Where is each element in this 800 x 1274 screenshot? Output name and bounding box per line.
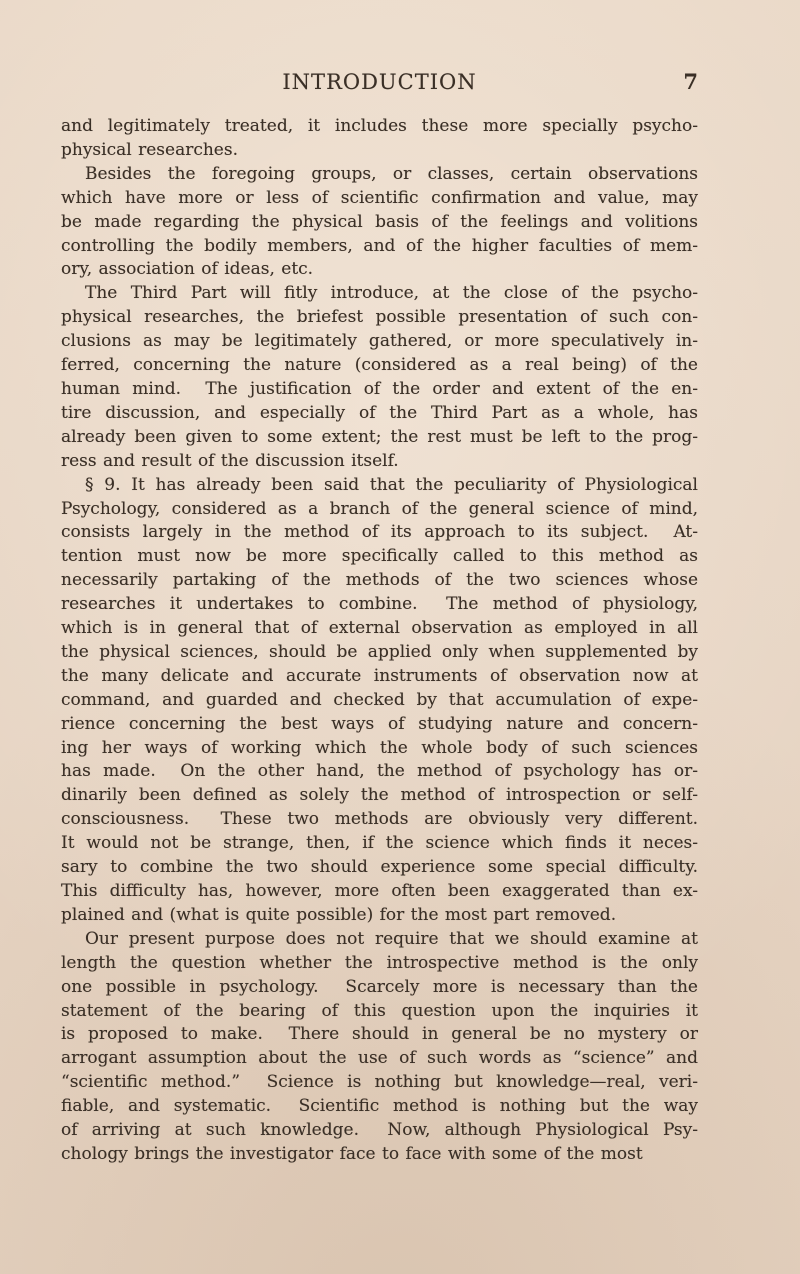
text-line: tention must now be more specifically called to this method as bbox=[61, 546, 698, 567]
text-line: consists largely in the method of its approach to its subject. At- bbox=[61, 522, 698, 543]
text-line: is proposed to make. There should in general be no mystery or bbox=[61, 1024, 698, 1045]
text-line: rience concerning the best ways of studying nature and concern- bbox=[61, 713, 698, 734]
text-line: be made regarding the physical basis of the feelings and volitions bbox=[61, 211, 698, 232]
text-line: and legitimately treated, it includes these more specially psycho- bbox=[61, 116, 698, 136]
text-line: the physical sciences, should be applied only when supplemented by bbox=[61, 641, 698, 662]
text-line: already been given to some extent; the rest must be left to the prog- bbox=[61, 426, 698, 447]
body-text bbox=[61, 115, 698, 1167]
text-line: Our present purpose does not require that we should examine at bbox=[85, 928, 698, 949]
text-line: This difficulty has, however, more often been exaggerated than ex- bbox=[61, 881, 698, 901]
text-line: which have more or less of scientific confirmation and value, may bbox=[61, 187, 698, 208]
page-header bbox=[61, 69, 698, 95]
text-line: chology brings the investigator face to face with some of the most bbox=[61, 1143, 643, 1164]
text-line: The Third Part will fitly introduce, at the close of the psycho- bbox=[85, 283, 698, 304]
text-line: sary to combine the two should experience some special difficulty. bbox=[61, 857, 698, 878]
text-line: ress and result of the discussion itself. bbox=[61, 450, 399, 471]
text-line: consciousness. These two methods are obviously very different. bbox=[61, 809, 698, 830]
text-line: physical researches, the briefest possible presentation of such con- bbox=[61, 307, 698, 328]
text-line: researches it undertakes to combine. The method of physiology, bbox=[61, 594, 698, 615]
text-line: § 9. It has already been said that the peculiarity of Physiological bbox=[85, 474, 698, 495]
text-line: Besides the foregoing groups, or classes, certain observations bbox=[85, 163, 698, 184]
text-line: tire discussion, and especially of the Third Part as a whole, has bbox=[61, 402, 698, 423]
text-line: clusions as may be legitimately gathered, or more speculatively in- bbox=[61, 331, 698, 352]
text-line: ory, association of ideas, etc. bbox=[61, 259, 314, 280]
running-title: INTRODUCTION bbox=[282, 70, 477, 94]
text-line: physical researches. bbox=[61, 139, 238, 160]
text-line: has made. On the other hand, the method of psychology has or- bbox=[61, 761, 698, 782]
text-line: of arriving at such knowledge. Now, although Physiological Psy- bbox=[61, 1120, 698, 1141]
text-line: statement of the bearing of this question upon the inquiries it bbox=[61, 1000, 698, 1021]
text-line: necessarily partaking of the methods of the two sciences whose bbox=[61, 570, 698, 591]
text-line: plained and (what is quite possible) for the most part removed. bbox=[61, 904, 617, 925]
text-line: command, and guarded and checked by that accumulation of expe- bbox=[61, 689, 698, 710]
text-line: arrogant assumption about the use of such words as “science” and bbox=[61, 1048, 698, 1069]
text-line: ferred, concerning the nature (considered as a real being) of the bbox=[61, 355, 698, 376]
text-line: ing her ways of working which the whole body of such sciences bbox=[61, 737, 698, 758]
text-line: human mind. The justification of the order and extent of the en- bbox=[61, 378, 698, 399]
page-number: 7 bbox=[683, 69, 698, 94]
text-line: which is in general that of external observation as employed in all bbox=[61, 618, 698, 639]
text-line: It would not be strange, then, if the science which finds it neces- bbox=[61, 833, 698, 854]
text-line: one possible in psychology. Scarcely more is necessary than the bbox=[61, 976, 698, 997]
text-line: the many delicate and accurate instruments of observation now at bbox=[61, 665, 698, 686]
text-line: length the question whether the introspective method is the only bbox=[61, 952, 698, 973]
text-line: fiable, and systematic. Scientific method is nothing but the way bbox=[61, 1096, 698, 1117]
text-line: dinarily been defined as solely the method of introspection or self- bbox=[61, 785, 698, 806]
text-line: “scientific method.” Science is nothing but knowledge—real, veri- bbox=[61, 1072, 698, 1093]
text-line: controlling the bodily members, and of the higher faculties of mem- bbox=[61, 235, 698, 256]
text-line: Psychology, considered as a branch of the general science of mind, bbox=[61, 498, 698, 519]
